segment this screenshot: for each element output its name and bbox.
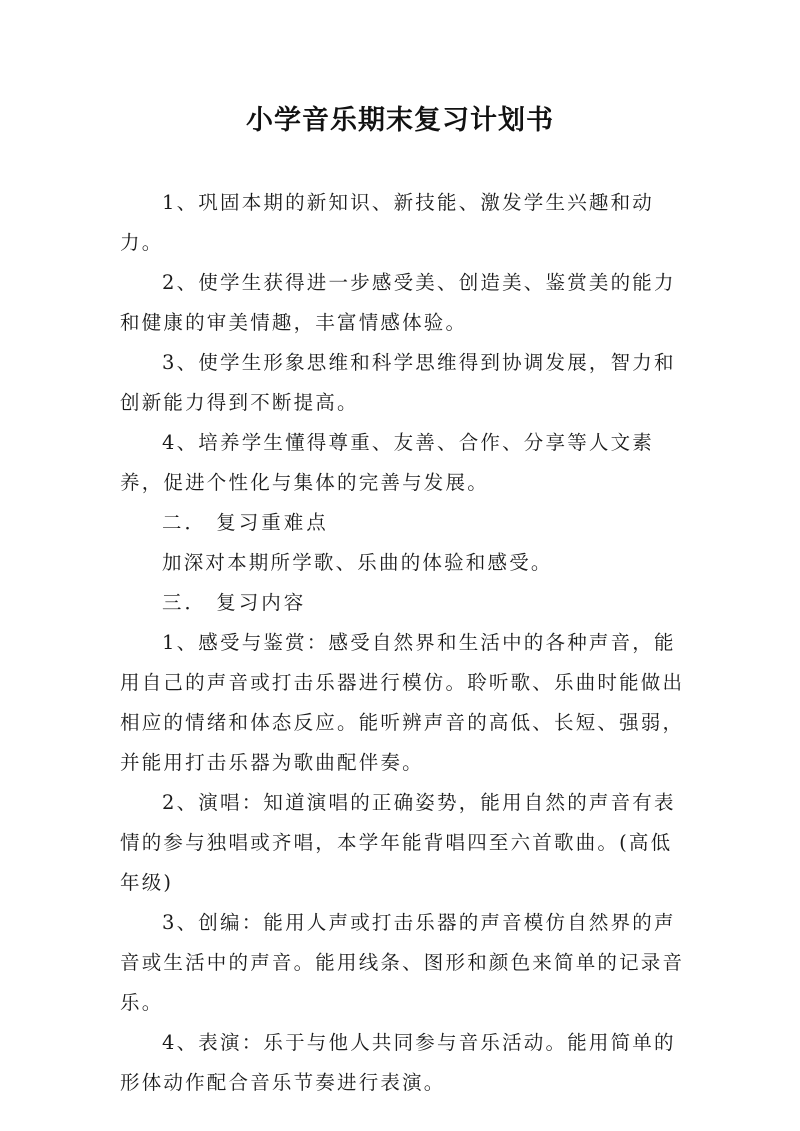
goal-paragraph-3: 3、使学生形象思维和科学思维得到协调发展，智力和创新能力得到不断提高。 [120,351,676,414]
document-title: 小学音乐期末复习计划书 [246,105,554,136]
content-paragraph-appreciation: 1、感受与鉴赏：感受自然界和生活中的各种声音，能用自己的声音或打击乐器进行模仿。聆听歌、乐曲时能做出相应的情绪和体态反应。能听辨声音的高低、长短、强弱，并能用打击乐器为歌曲配伴奏。 [120,631,685,774]
section-heading-key-points: 二． 复习重难点 [162,511,329,534]
content-paragraph-performance: 4、表演：乐于与他人共同参与音乐活动。能用简单的形体动作配合音乐节奏进行表演。 [120,1031,676,1094]
goal-paragraph-2: 2、使学生获得进一步感受美、创造美、鉴赏美的能力和健康的审美情趣，丰富情感体验。 [120,271,676,334]
section-heading-review-content: 三． 复习内容 [162,591,307,614]
content-paragraph-creation: 3、创编：能用人声或打击乐器的声音模仿自然界的声音或生活中的声音。能用线条、图形和颜色来简单的记录音乐。 [120,911,685,1014]
content-paragraph-singing: 2、演唱：知道演唱的正确姿势，能用自然的声音有表情的参与独唱或齐唱，本学年能背唱四至六首歌曲。(高低年级) [120,791,676,894]
key-points-paragraph: 加深对本期所学歌、乐曲的体验和感受。 [162,551,553,574]
document-body [120,183,690,1103]
goal-paragraph-1: 1、巩固本期的新知识、新技能、激发学生兴趣和动力。 [120,191,655,254]
goal-paragraph-4: 4、培养学生懂得尊重、友善、合作、分享等人文素养，促进个性化与集体的完善与发展。 [120,431,655,494]
